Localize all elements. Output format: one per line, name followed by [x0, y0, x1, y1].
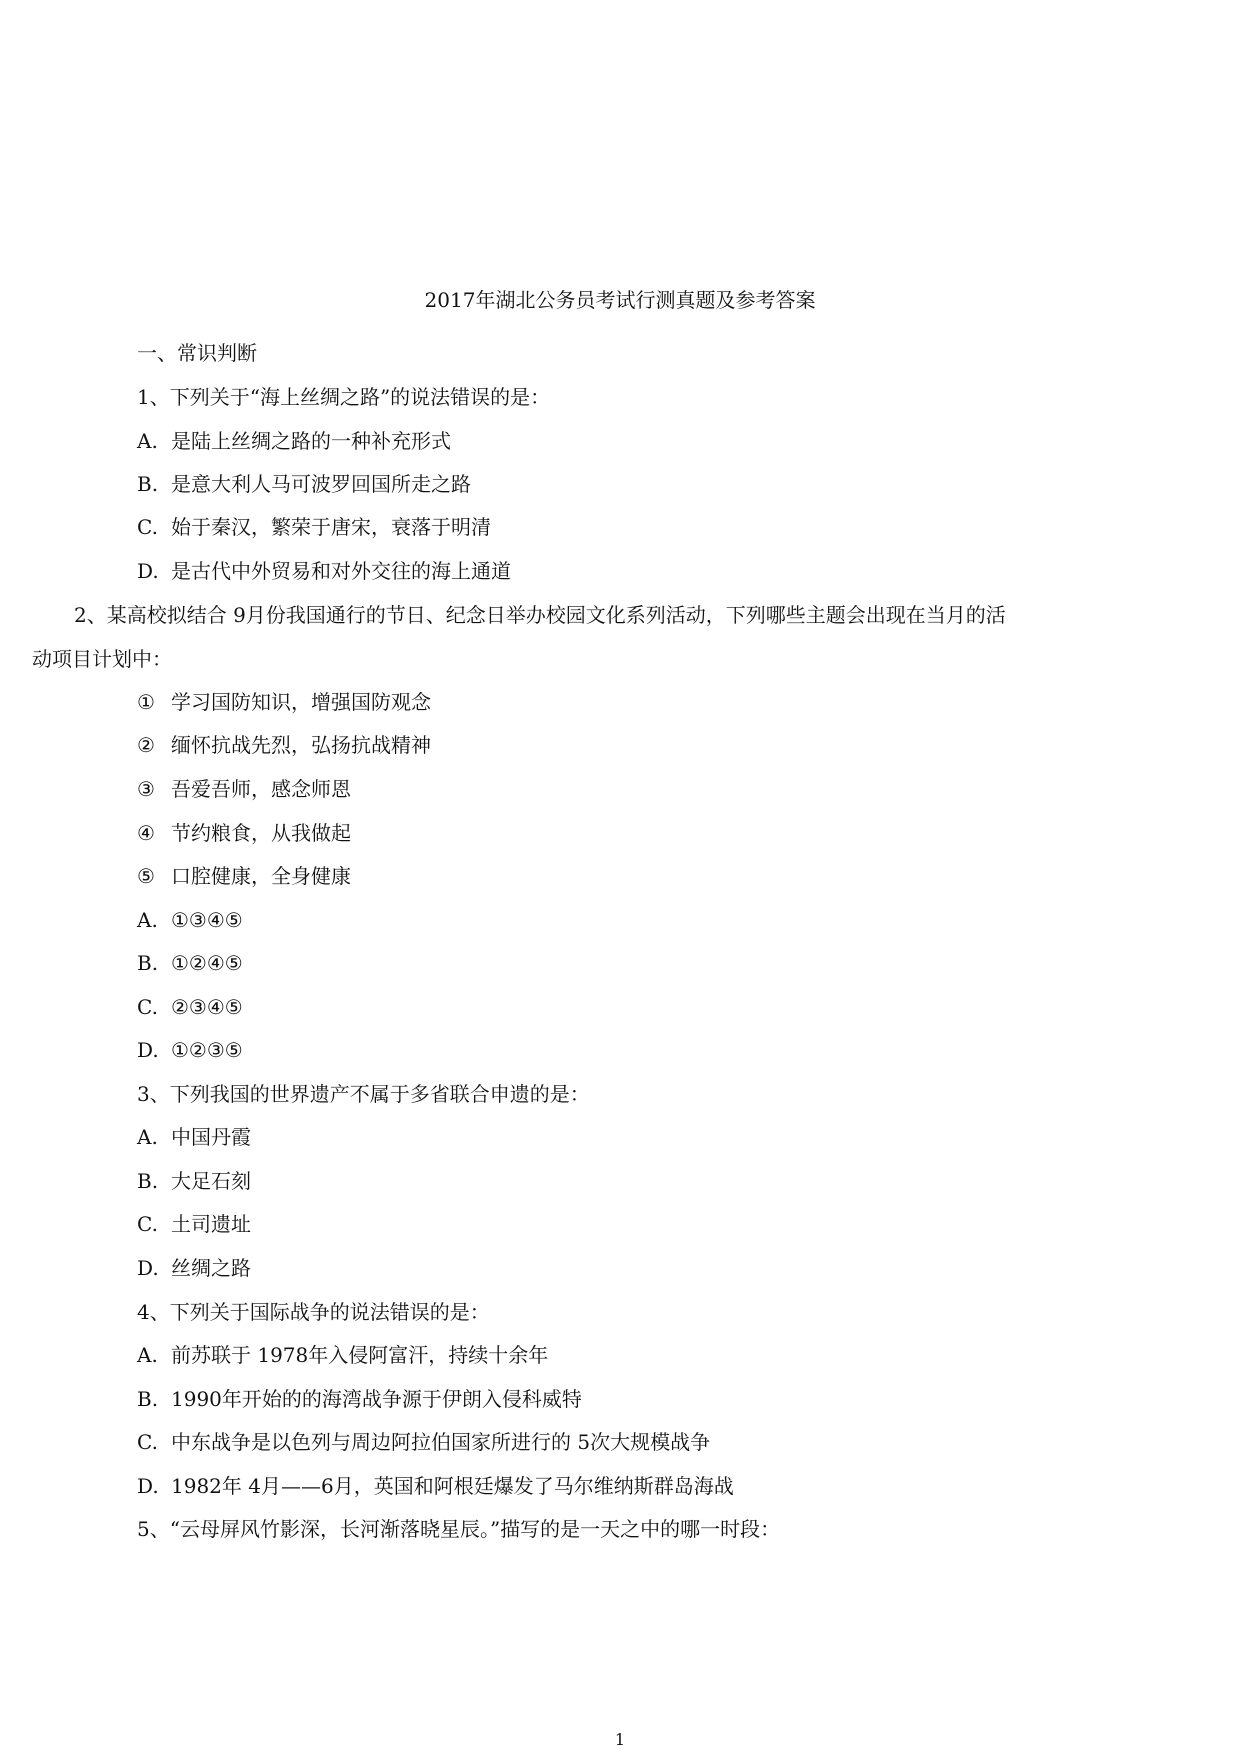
question-1-option-b [137, 467, 471, 501]
question-4-option-c [137, 1425, 710, 1459]
item-marker: ② [137, 733, 155, 757]
question-4-option-d [137, 1469, 734, 1503]
question-3-option-c [137, 1207, 251, 1241]
question-2-option-b [137, 946, 243, 980]
option-text: 中东战争是以色列与周边阿拉伯国家所进行的 5次大规模战争 [171, 1430, 711, 1454]
question-4-stem: 4、下列关于国际战争的说法错误的是： [137, 1300, 490, 1324]
option-letter: C. [137, 515, 158, 539]
item-text: 学习国防知识，增强国防观念 [171, 690, 431, 714]
option-letter: D. [137, 1474, 159, 1498]
question-2-option-d [137, 1033, 243, 1067]
item-marker: ① [137, 690, 155, 714]
question-3-option-b [137, 1164, 251, 1198]
question-3-option-a [137, 1120, 251, 1154]
question-2-option-a [137, 903, 243, 937]
question-2-stem-line-1: 2、某高校拟结合 9月份我国通行的节日、纪念日举办校园文化系列活动，下列哪些主题会出现在当月的活 [74, 603, 1006, 627]
question-3-stem: 3、下列我国的世界遗产不属于多省联合申遗的是： [137, 1082, 590, 1106]
option-text: 大足石刻 [171, 1169, 251, 1193]
option-text: 中国丹霞 [171, 1125, 251, 1149]
option-letter: A. [137, 429, 158, 453]
option-letter: B. [137, 1387, 159, 1411]
option-letter: A. [137, 1343, 158, 1367]
question-1-stem: 1、下列关于“海上丝绸之路”的说法错误的是： [137, 385, 551, 409]
question-2-item-4 [137, 816, 351, 850]
option-text: 始于秦汉，繁荣于唐宋，衰落于明清 [171, 515, 491, 539]
item-marker: ③ [137, 777, 155, 801]
option-text: 是意大利人马可波罗回国所走之路 [171, 472, 471, 496]
item-marker: ⑤ [137, 864, 155, 888]
question-4-option-b [137, 1382, 582, 1416]
option-letter: B. [137, 1169, 159, 1193]
question-2-item-5 [137, 859, 351, 893]
option-text: 是陆上丝绸之路的一种补充形式 [171, 429, 451, 453]
option-text: ①②③⑤ [171, 1038, 243, 1062]
item-text: 口腔健康，全身健康 [171, 864, 351, 888]
question-1-option-a [137, 424, 451, 458]
option-letter: D. [137, 1256, 159, 1280]
question-5-stem: 5、“云母屏风竹影深，长河渐落晓星辰。”描写的是一天之中的哪一时段： [137, 1517, 781, 1541]
option-letter: A. [137, 908, 158, 932]
question-2-option-c [137, 990, 243, 1024]
option-text: ②③④⑤ [171, 995, 243, 1019]
item-marker: ④ [137, 821, 155, 845]
option-letter: B. [137, 472, 159, 496]
option-letter: B. [137, 951, 159, 975]
item-text: 节约粮食，从我做起 [171, 821, 351, 845]
option-letter: A. [137, 1125, 158, 1149]
item-text: 缅怀抗战先烈，弘扬抗战精神 [171, 733, 431, 757]
option-letter: C. [137, 995, 158, 1019]
option-text: 丝绸之路 [171, 1256, 251, 1280]
option-letter: D. [137, 559, 159, 583]
option-text: 1982年 4月——6月，英国和阿根廷爆发了马尔维纳斯群岛海战 [171, 1474, 734, 1498]
option-text: 土司遗址 [171, 1212, 251, 1236]
section-heading: 一、常识判断 [137, 341, 257, 365]
question-2-item-1 [137, 685, 431, 719]
option-text: 1990年开始的的海湾战争源于伊朗入侵科威特 [171, 1387, 582, 1411]
option-text: 是古代中外贸易和对外交往的海上通道 [171, 559, 511, 583]
option-text: 前苏联于 1978年入侵阿富汗，持续十余年 [171, 1343, 549, 1367]
option-text: ①③④⑤ [171, 908, 243, 932]
option-text: ①②④⑤ [171, 951, 243, 975]
option-letter: C. [137, 1430, 158, 1454]
question-2-item-3 [137, 772, 351, 806]
option-letter: C. [137, 1212, 158, 1236]
item-text: 吾爱吾师，感念师恩 [171, 777, 351, 801]
page-number: 1 [614, 1730, 626, 1749]
question-2-item-2 [137, 728, 431, 762]
document-title: 2017年湖北公务员考试行测真题及参考答案 [424, 288, 816, 312]
question-3-option-d [137, 1251, 251, 1285]
question-2-stem-line-2: 动项目计划中： [32, 647, 172, 671]
question-1-option-c [137, 510, 491, 544]
option-letter: D. [137, 1038, 159, 1062]
question-4-option-a [137, 1338, 548, 1372]
question-1-option-d [137, 554, 511, 588]
